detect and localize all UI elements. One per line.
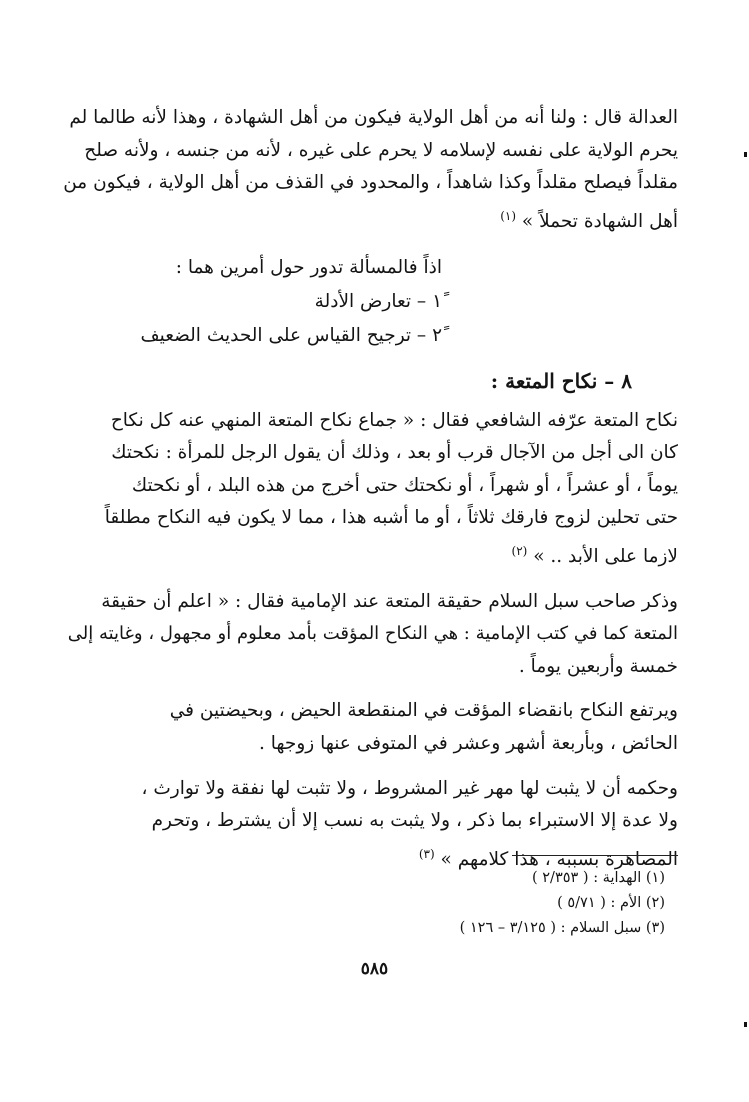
text-line: الحائض ، وبأربعة أشهر وعشر في المتوفى عنها زوجها .	[258, 733, 678, 755]
text-line: يوماً ، أو عشراً ، أو شهراً ، أو نكحتك حتى أخرج من هذه البلد ، أو نكحتك	[131, 474, 678, 496]
footnote: (٣) سبل السلام : ( ٣/١٢٥ – ١٢٦ )	[459, 920, 665, 936]
page-number: ٥٨٥	[360, 959, 389, 979]
footnotes	[460, 866, 665, 941]
footnote-ref: (١)	[500, 208, 517, 223]
subul-paragraph	[62, 586, 678, 684]
page-body	[62, 102, 678, 889]
text-line: مقلداً فيصلح مقلداً وكذا شاهداً ، والمحدود في القذف من أهل الولاية ، فيكون من	[63, 172, 678, 194]
text-line: كان الى أجل من الآجال قرب أو بعد ، وذلك أن يقول الرجل للمرأة : نكحتك	[111, 442, 678, 464]
list-item: ٢ً – ترجيح القياس على الحديث الضعيف	[140, 324, 442, 346]
text-line: وحكمه أن لا يثبت لها مهر غير المشروط ، ولا تثبت لها نفقة ولا توارث ،	[141, 777, 678, 799]
footnote-separator	[512, 855, 678, 856]
footnote: (١) الهداية : ( ٢/٣٥٣ )	[531, 870, 665, 886]
text-line: خمسة وأربعين يوماً .	[518, 655, 678, 677]
footnote: (٢) الأم : ( ٥/٧١ )	[557, 895, 665, 911]
scan-mark	[744, 1022, 747, 1027]
text-line: ويرتفع النكاح بانقضاء المؤقت في المنقطعة الحيض ، وبحيضتين في	[169, 700, 678, 722]
text-line: العدالة قال : ولنا أنه من أهل الولاية فيكون من أهل الشهادة ، وهذا لأنه طالما لم	[69, 107, 678, 128]
intro-paragraph	[62, 102, 678, 239]
text-line: وذكر صاحب سبل السلام حقيقة المتعة عند الإمامية فقال : « اعلم أن حقيقة	[101, 590, 678, 612]
text-line: نكاح المتعة عرّفه الشافعي فقال : « جماع نكاح المتعة المنهي عنه كل نكاح	[110, 409, 678, 431]
text-line: حتى تحلين لزوج فارقك ثلاثاً ، أو ما أشبه هذا ، مما لا يكون فيه النكاح مطلقاً	[104, 507, 678, 529]
duration-paragraph	[62, 695, 678, 760]
text-line: يحرم الولاية على نفسه لإسلامه لا يحرم على غيره ، لأنه من جنسه ، ولأنه صلح	[84, 139, 678, 161]
text-line: لازما على الأبد .. » $^{(٢)}$	[511, 543, 678, 568]
ruling-paragraph	[62, 773, 678, 877]
footnote-ref: (٣)	[418, 846, 435, 861]
shafii-paragraph	[62, 405, 678, 574]
text-line: ولا عدة إلا الاستبراء بما ذكر ، ولا يثبت به نسب إلا أن يشترط ، وتحرم	[151, 810, 678, 832]
footnote-ref: (٢)	[511, 543, 528, 558]
scan-mark	[744, 152, 747, 157]
issue-line: اذاً فالمسألة تدور حول أمرين هما :	[175, 256, 442, 278]
text-line: المصاهرة بسببه ، هذا كلامهم » $^{(٣)}$	[418, 846, 678, 870]
section-heading: ٨ – نكاح المتعة :	[490, 368, 632, 393]
text-line: المتعة كما في كتب الإمامية : هي النكاح المؤقت بأمد معلوم أو مجهول ، وغايته إلى	[67, 623, 678, 645]
text-line: أهل الشهادة تحملاً » $^{(١)}$	[500, 208, 678, 232]
list-item: ١ً – تعارض الأدلة	[314, 290, 442, 312]
